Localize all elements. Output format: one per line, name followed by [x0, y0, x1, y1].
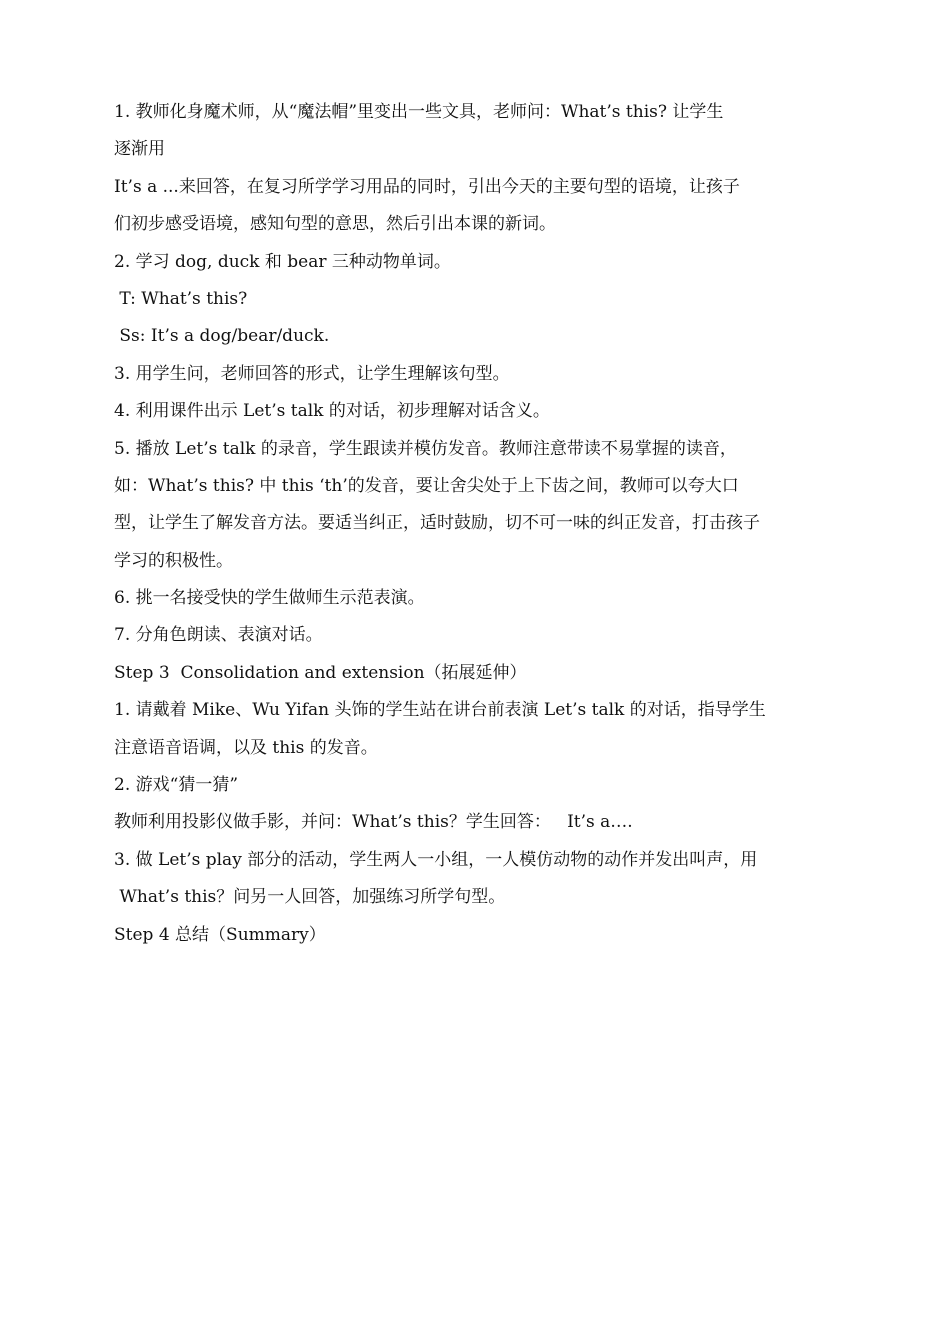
text-line-step3-item2: 2. 游戏“猜一猜”: [114, 775, 239, 796]
text-line-step3-item1-cont: 注意语音语调，以及 this 的发音。: [114, 737, 378, 758]
text-line-step1-item1-cont2: It’s a ...来回答，在复习所学学习用品的同时，引出今天的主要句型的语境，让孩子: [114, 176, 740, 197]
text-line-item5-cont2: 型，让学生了解发音方法。要适当纠正，适时鼓励，切不可一味的纠正发音，打击孩子: [114, 513, 760, 534]
text-line-item4: 4. 利用课件出示 Let’s talk 的对话，初步理解对话含义。: [114, 401, 550, 422]
text-line-step1-item1: 1. 教师化身魔术师，从“魔法帽”里变出一些文具，老师问：What’s this? 让学生: [114, 102, 724, 122]
document-body: [114, 94, 838, 954]
text-line-item6: 6. 挑一名接受快的学生做师生示范表演。: [114, 588, 425, 609]
text-line-item3: 3. 用学生问，老师回答的形式，让学生理解该句型。: [114, 363, 510, 384]
section-heading-step4: Step 4 总结（Summary）: [114, 924, 326, 945]
text-line-step3-item2-cont: 教师利用投影仪做手影，并问：What’s this？学生回答： It’s a….: [114, 812, 633, 833]
text-line-item2: 2. 学习 dog, duck 和 bear 三种动物单词。: [114, 251, 451, 272]
text-line-item5-cont: 如：What’s this? 中 this ‘th’的发音，要让舍尖处于上下齿之间，教师可以夸大口: [114, 475, 739, 496]
text-line-item7: 7. 分角色朗读、表演对话。: [114, 625, 323, 646]
text-line-step1-item1-cont: 逐渐用: [114, 139, 165, 160]
dialogue-students-line: Ss: It’s a dog/bear/duck.: [114, 326, 330, 347]
text-line-item5: 5. 播放 Let’s talk 的录音，学生跟读并模仿发音。教师注意带读不易掌握的读音，: [114, 438, 737, 459]
text-line-step3-item3-cont: What’s this？问另一人回答，加强练习所学句型。: [114, 887, 506, 908]
dialogue-teacher-line: T: What’s this?: [114, 288, 248, 309]
text-line-item5-cont3: 学习的积极性。: [114, 550, 233, 571]
text-line-step3-item3: 3. 做 Let’s play 部分的活动，学生两人一小组，一人模仿动物的动作并发出叫声，用: [114, 849, 758, 870]
text-line-step1-item1-cont3: 们初步感受语境，感知句型的意思，然后引出本课的新词。: [114, 214, 556, 235]
text-line-step3-item1: 1. 请戴着 Mike、Wu Yifan 头饰的学生站在讲台前表演 Let’s talk 的对话，指导学生: [114, 700, 766, 721]
section-heading-step3: Step 3 Consolidation and extension（拓展延伸）: [114, 662, 527, 683]
